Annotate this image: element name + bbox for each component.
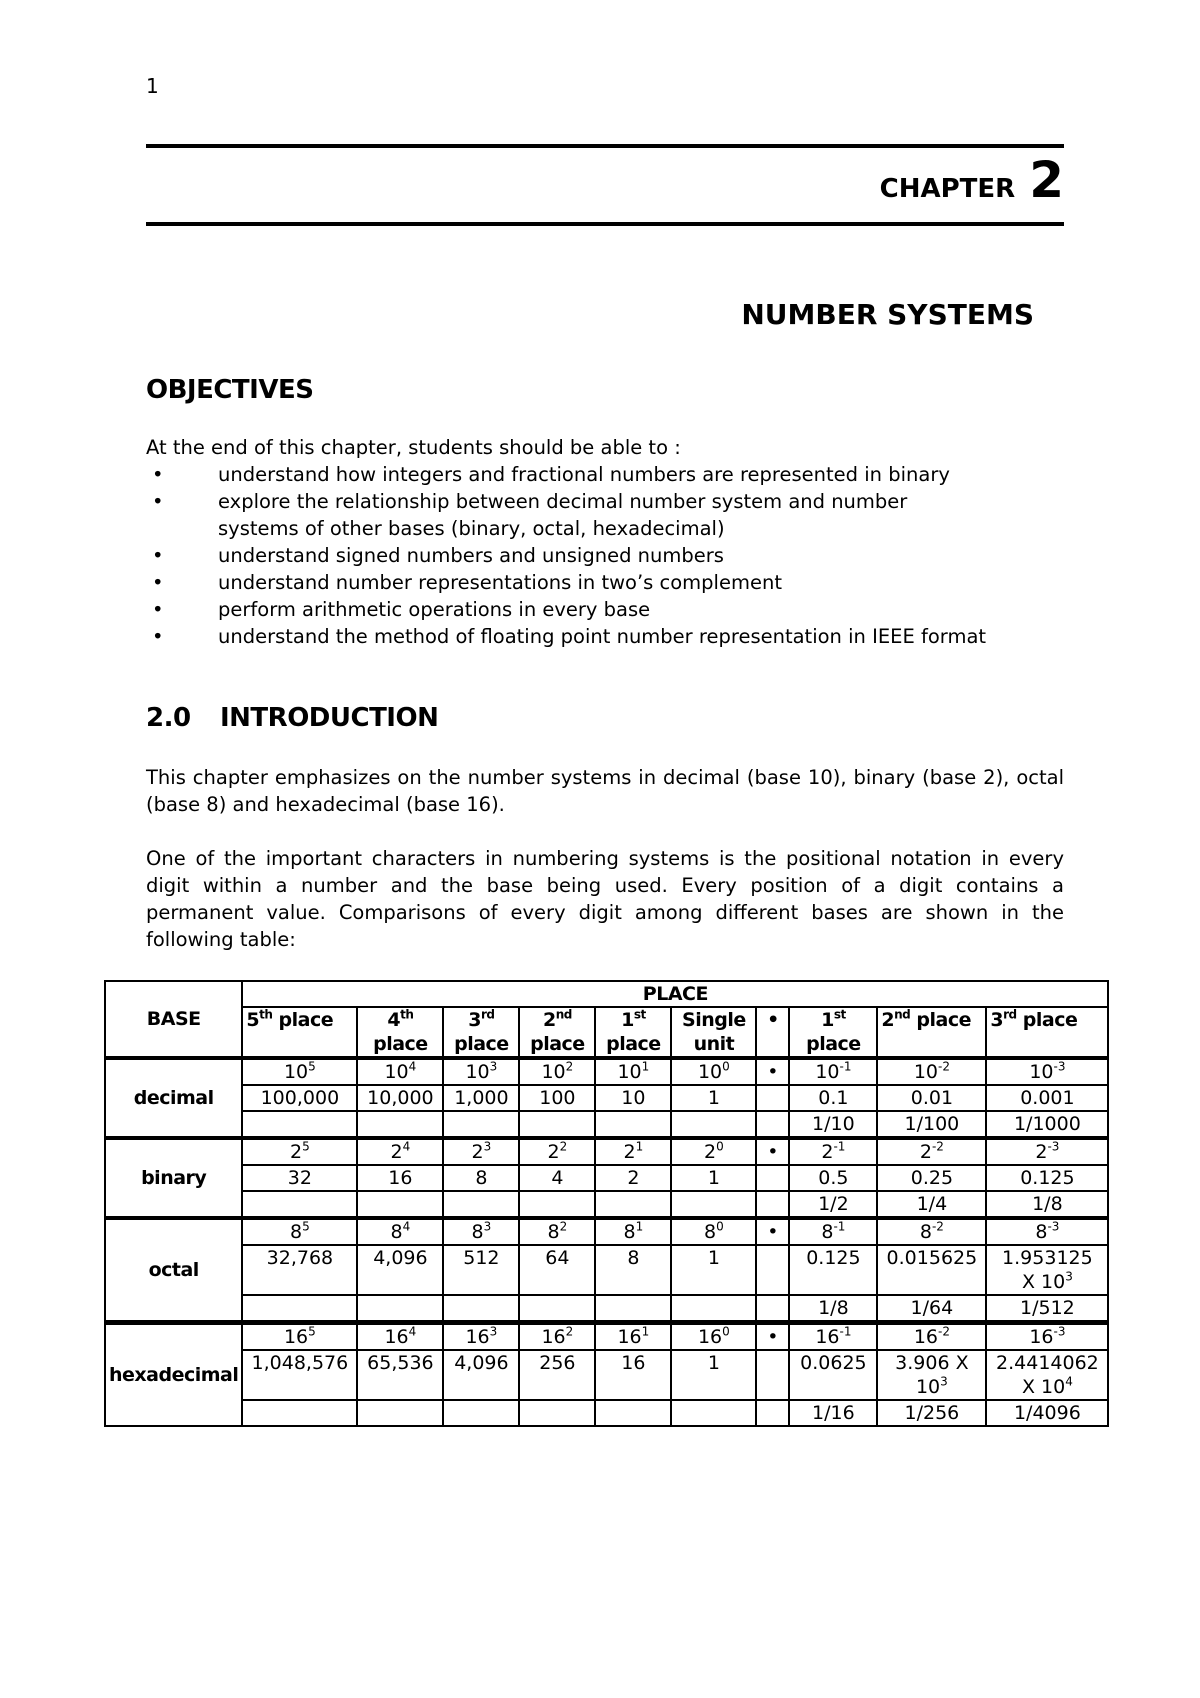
objectives-heading: OBJECTIVES [146,375,314,405]
power-cell: $10^3$ [443,1058,519,1085]
value-cell: 2 [595,1165,671,1191]
power-cell: $16^{-1}$ [789,1323,877,1351]
fraction-cell [357,1191,443,1218]
value-cell: 0.1 [789,1085,877,1111]
value-cell [756,1350,789,1400]
value-cell: 64 [519,1245,595,1295]
value-cell: 4,096 [357,1245,443,1295]
power-cell: $8^3$ [443,1218,519,1245]
value-cell: 1 [671,1245,756,1295]
fraction-cell: 1/10 [789,1111,877,1138]
table-row [105,1191,1108,1218]
value-cell: 0.001 [986,1085,1108,1111]
value-cell: 1 [671,1350,756,1400]
fraction-cell [671,1400,756,1426]
power-cell: $8^5$ [242,1218,357,1245]
power-cell: $2^2$ [519,1138,595,1165]
value-cell [756,1245,789,1295]
table-header-row [105,1007,1108,1058]
power-cell: $8^2$ [519,1218,595,1245]
power-cell: • [756,1218,789,1245]
fraction-cell [443,1191,519,1218]
section-title: INTRODUCTION [220,703,439,733]
value-cell [756,1085,789,1111]
place-value-table [104,980,1109,1427]
value-cell: 3.906 X $10^3$ [877,1350,986,1400]
bottom-rule [146,222,1064,226]
fraction-cell [671,1111,756,1138]
value-cell: 1 [671,1165,756,1191]
value-cell: 4,096 [443,1350,519,1400]
table-row [105,1085,1108,1111]
fraction-cell [242,1400,357,1426]
fraction-cell: 1/1000 [986,1111,1108,1138]
power-cell: $10^{-3}$ [986,1058,1108,1085]
power-cell: $16^4$ [357,1323,443,1351]
value-cell: 0.125 [789,1245,877,1295]
power-cell: $2^{-3}$ [986,1138,1108,1165]
power-cell: • [756,1058,789,1085]
fraction-cell: 1/512 [986,1295,1108,1323]
power-cell: $2^4$ [357,1138,443,1165]
fraction-cell [357,1111,443,1138]
list-item: • understand signed numbers and unsigned numbers [146,542,1064,569]
introduction-heading [146,703,438,733]
page-number: 1 [146,74,159,98]
fraction-cell: 1/16 [789,1400,877,1426]
power-cell: $10^{-1}$ [789,1058,877,1085]
list-item: • understand the method of floating point number representation in IEEE format [146,623,1064,650]
chapter-heading [879,151,1064,209]
chapter-number: 2 [1029,151,1064,209]
chapter-title: NUMBER SYSTEMS [741,298,1034,331]
column-header: 5th place [242,1007,357,1058]
fraction-cell [357,1400,443,1426]
list-item: • understand number representations in two’s complement [146,569,1064,596]
value-cell: 2.4414062 X $10^4$ [986,1350,1108,1400]
base-name: octal [105,1218,242,1323]
fraction-cell [671,1295,756,1323]
power-cell: $2^3$ [443,1138,519,1165]
value-cell: 8 [595,1245,671,1295]
value-cell: 32 [242,1165,357,1191]
table-row [105,1111,1108,1138]
value-cell: 16 [357,1165,443,1191]
value-cell: 512 [443,1245,519,1295]
base-name: binary [105,1138,242,1218]
objectives-lead: At the end of this chapter, students should be able to : [146,436,681,459]
column-header: Single unit [671,1007,756,1058]
fraction-cell [443,1400,519,1426]
value-cell: 0.015625 [877,1245,986,1295]
power-cell: $16^{-2}$ [877,1323,986,1351]
value-cell: 0.01 [877,1085,986,1111]
table-row [105,1295,1108,1323]
power-cell: $2^0$ [671,1138,756,1165]
fraction-cell [519,1111,595,1138]
list-item: • perform arithmetic operations in every base [146,596,1064,623]
fraction-cell [443,1295,519,1323]
value-cell: 1 [671,1085,756,1111]
power-cell: $2^{-2}$ [877,1138,986,1165]
fraction-cell: 1/4096 [986,1400,1108,1426]
value-cell: 4 [519,1165,595,1191]
fraction-cell: 1/2 [789,1191,877,1218]
base-name: decimal [105,1058,242,1138]
column-header: 2nd place [877,1007,986,1058]
table-row [105,1350,1108,1400]
value-cell: 0.0625 [789,1350,877,1400]
value-cell: 16 [595,1350,671,1400]
value-cell: 32,768 [242,1245,357,1295]
value-cell: 0.25 [877,1165,986,1191]
fraction-cell: 1/4 [877,1191,986,1218]
power-cell: $10^2$ [519,1058,595,1085]
value-cell: 1.953125 X $10^3$ [986,1245,1108,1295]
power-cell: $10^5$ [242,1058,357,1085]
table-row [105,1165,1108,1191]
power-cell: $8^0$ [671,1218,756,1245]
power-cell: $16^{-3}$ [986,1323,1108,1351]
value-cell: 10 [595,1085,671,1111]
value-cell: 0.5 [789,1165,877,1191]
column-header: 2nd place [519,1007,595,1058]
fraction-cell [519,1400,595,1426]
value-cell [756,1165,789,1191]
objectives-list [146,461,1064,650]
section-number: 2.0 [146,703,191,733]
table-header-row [105,981,1108,1007]
base-header: BASE [105,981,242,1058]
power-cell: $10^{-2}$ [877,1058,986,1085]
power-cell: $16^2$ [519,1323,595,1351]
power-cell: $10^4$ [357,1058,443,1085]
column-header: 1st place [789,1007,877,1058]
table-row [105,1400,1108,1426]
power-cell: • [756,1323,789,1351]
fraction-cell [357,1295,443,1323]
value-cell: 10,000 [357,1085,443,1111]
fraction-cell [519,1191,595,1218]
fraction-cell [242,1191,357,1218]
value-cell: 256 [519,1350,595,1400]
power-cell: $2^5$ [242,1138,357,1165]
power-cell: $8^{-2}$ [877,1218,986,1245]
fraction-cell [595,1191,671,1218]
column-header: 4th place [357,1007,443,1058]
list-item: • understand how integers and fractional numbers are represented in binary [146,461,1064,488]
power-cell: $8^4$ [357,1218,443,1245]
value-cell: 8 [443,1165,519,1191]
fraction-cell: 1/8 [986,1191,1108,1218]
fraction-cell [756,1400,789,1426]
power-cell: • [756,1138,789,1165]
value-cell: 100,000 [242,1085,357,1111]
fraction-cell [595,1111,671,1138]
value-cell: 1,048,576 [242,1350,357,1400]
power-cell: $2^{-1}$ [789,1138,877,1165]
fraction-cell [242,1295,357,1323]
table-row [105,1058,1108,1085]
fraction-cell: 1/8 [789,1295,877,1323]
fraction-cell [443,1111,519,1138]
power-cell: $16^5$ [242,1323,357,1351]
value-cell: 65,536 [357,1350,443,1400]
fraction-cell [519,1295,595,1323]
intro-paragraph-1: This chapter emphasizes on the number systems in decimal (base 10), binary (base 2), octal (base 8) and hexadecimal (base 16). [146,766,1064,816]
column-header: 1st place [595,1007,671,1058]
power-cell: $10^1$ [595,1058,671,1085]
column-header: 3rd place [986,1007,1108,1058]
intro-paragraph-2: One of the important characters in numbering systems is the positional notation in every digit within a number and the base being used. Every position of a digit contains a permanent value. Comparisons of every digit among different bases are shown in the following table: [146,847,1064,951]
column-header: 3rd place [443,1007,519,1058]
chapter-label: CHAPTER [879,174,1016,204]
table-row [105,1245,1108,1295]
power-cell: $10^0$ [671,1058,756,1085]
place-header: PLACE [242,981,1108,1007]
fraction-cell: 1/64 [877,1295,986,1323]
power-cell: $8^{-3}$ [986,1218,1108,1245]
fraction-cell [595,1295,671,1323]
table-row [105,1323,1108,1351]
table-row [105,1138,1108,1165]
list-item: • explore the relationship between decimal number system and number systems of other bases (binary, octal, hexadecimal) [146,488,1064,542]
power-cell: $16^0$ [671,1323,756,1351]
fraction-cell [595,1400,671,1426]
power-cell: $16^1$ [595,1323,671,1351]
power-cell: $2^1$ [595,1138,671,1165]
power-cell: $8^1$ [595,1218,671,1245]
fraction-cell [671,1191,756,1218]
fraction-cell: 1/256 [877,1400,986,1426]
top-rule [146,144,1064,148]
value-cell: 1,000 [443,1085,519,1111]
power-cell: $16^3$ [443,1323,519,1351]
base-name: hexadecimal [105,1323,242,1427]
column-header: • [756,1007,789,1058]
power-cell: $8^{-1}$ [789,1218,877,1245]
table-row [105,1218,1108,1245]
value-cell: 0.125 [986,1165,1108,1191]
fraction-cell [756,1111,789,1138]
value-cell: 100 [519,1085,595,1111]
fraction-cell [242,1111,357,1138]
fraction-cell [756,1191,789,1218]
fraction-cell [756,1295,789,1323]
fraction-cell: 1/100 [877,1111,986,1138]
